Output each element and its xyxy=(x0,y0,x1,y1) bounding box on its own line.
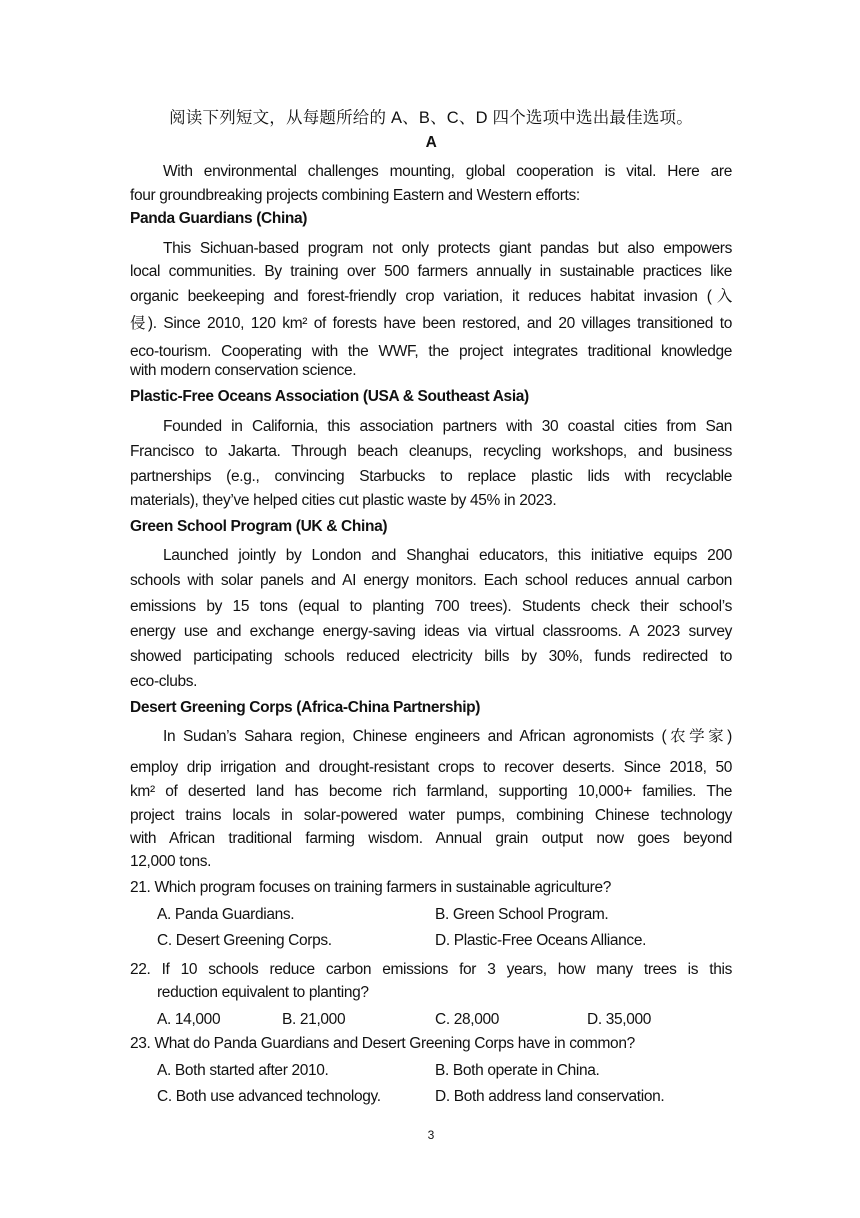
paragraph-line: with modern conservation science. xyxy=(130,362,357,379)
answer-option[interactable]: D. Both address land conservation. xyxy=(435,1088,665,1105)
paragraph-line: eco-tourism. Cooperating with the WWF, the project integrates traditional knowledge xyxy=(130,343,732,360)
intro-line: four groundbreaking projects combining Eastern and Western efforts: xyxy=(130,187,580,204)
answer-option[interactable]: D. Plastic-Free Oceans Alliance. xyxy=(435,932,647,949)
answer-option[interactable]: B. Both operate in China. xyxy=(435,1062,600,1079)
paragraph-line: km² of deserted land has become rich farmland, supporting 10,000+ families. The xyxy=(130,783,732,800)
paragraph-line: employ drip irrigation and drought-resistant crops to recover deserts. Since 2018, 50 xyxy=(130,759,732,776)
paragraph-line: schools with solar panels and AI energy monitors. Each school reduces annual carbon xyxy=(130,572,732,589)
answer-option[interactable]: B. Green School Program. xyxy=(435,906,609,923)
paragraph-line: materials), they’ve helped cities cut plastic waste by 45% in 2023. xyxy=(130,492,557,509)
paragraph-line: Francisco to Jakarta. Through beach cleanups, recycling workshops, and business xyxy=(130,443,732,460)
project-heading: Desert Greening Corps (Africa-China Partnership) xyxy=(130,699,481,716)
page-number: 3 xyxy=(427,1128,435,1142)
paragraph-line: energy use and exchange energy-saving ideas via virtual classrooms. A 2023 survey xyxy=(130,623,732,640)
paragraph-line: eco-clubs. xyxy=(130,673,198,690)
instruction: 阅读下列短文，从每题所给的 A、B、C、D 四个选项中选出最佳选项。 xyxy=(169,109,693,127)
paragraph-line: partnerships (e.g., convincing Starbucks to replace plastic lids with recyclable xyxy=(130,468,732,485)
answer-option[interactable]: D. 35,000 xyxy=(587,1011,652,1028)
question-stem: reduction equivalent to planting? xyxy=(157,984,369,1001)
paragraph-line: Founded in California, this association partners with 30 coastal cities from San xyxy=(163,418,732,435)
answer-option[interactable]: A. Panda Guardians. xyxy=(157,906,295,923)
paragraph-line: showed participating schools reduced electricity bills by 30%, funds redirected to xyxy=(130,648,732,665)
paragraph-line: Launched jointly by London and Shanghai educators, this initiative equips 200 xyxy=(163,547,732,564)
answer-option[interactable]: B. 21,000 xyxy=(282,1011,346,1028)
paragraph-line: emissions by 15 tons (equal to planting 700 trees). Students check their school’s xyxy=(130,598,732,615)
question-stem: 23. What do Panda Guardians and Desert Greening Corps have in common? xyxy=(130,1035,635,1052)
paragraph-line: project trains locals in solar-powered water pumps, combining Chinese technology xyxy=(130,807,732,824)
paragraph-line: 12,000 tons. xyxy=(130,853,212,870)
answer-option[interactable]: A. 14,000 xyxy=(157,1011,221,1028)
answer-option[interactable]: C. Both use advanced technology. xyxy=(157,1088,381,1105)
paragraph-line: organic beekeeping and forest-friendly crop variation, it reduces habitat invasion (入 xyxy=(130,288,732,305)
answer-option[interactable]: C. 28,000 xyxy=(435,1011,500,1028)
paragraph-line: This Sichuan-based program not only protects giant pandas but also empowers xyxy=(163,240,732,257)
paragraph-line: local communities. By training over 500 farmers annually in sustainable practices like xyxy=(130,263,732,280)
section-label: A xyxy=(425,134,437,151)
paragraph-line: In Sudan’s Sahara region, Chinese engineers and African agronomists (农学家) xyxy=(163,728,732,745)
paragraph-line: 侵). Since 2010, 120 km² of forests have been restored, and 20 villages transitioned to xyxy=(130,315,732,332)
answer-option[interactable]: A. Both started after 2010. xyxy=(157,1062,329,1079)
question-stem: 21. Which program focuses on training farmers in sustainable agriculture? xyxy=(130,879,612,896)
question-stem: 22. If 10 schools reduce carbon emissions for 3 years, how many trees is this xyxy=(130,961,732,978)
project-heading: Plastic-Free Oceans Association (USA & Southeast Asia) xyxy=(130,388,529,405)
project-heading: Panda Guardians (China) xyxy=(130,210,308,227)
paragraph-line: with African traditional farming wisdom. Annual grain output now goes beyond xyxy=(130,830,732,847)
project-heading: Green School Program (UK & China) xyxy=(130,518,388,535)
document-page xyxy=(130,0,732,1218)
intro-line: With environmental challenges mounting, global cooperation is vital. Here are xyxy=(163,163,732,180)
answer-option[interactable]: C. Desert Greening Corps. xyxy=(157,932,332,949)
